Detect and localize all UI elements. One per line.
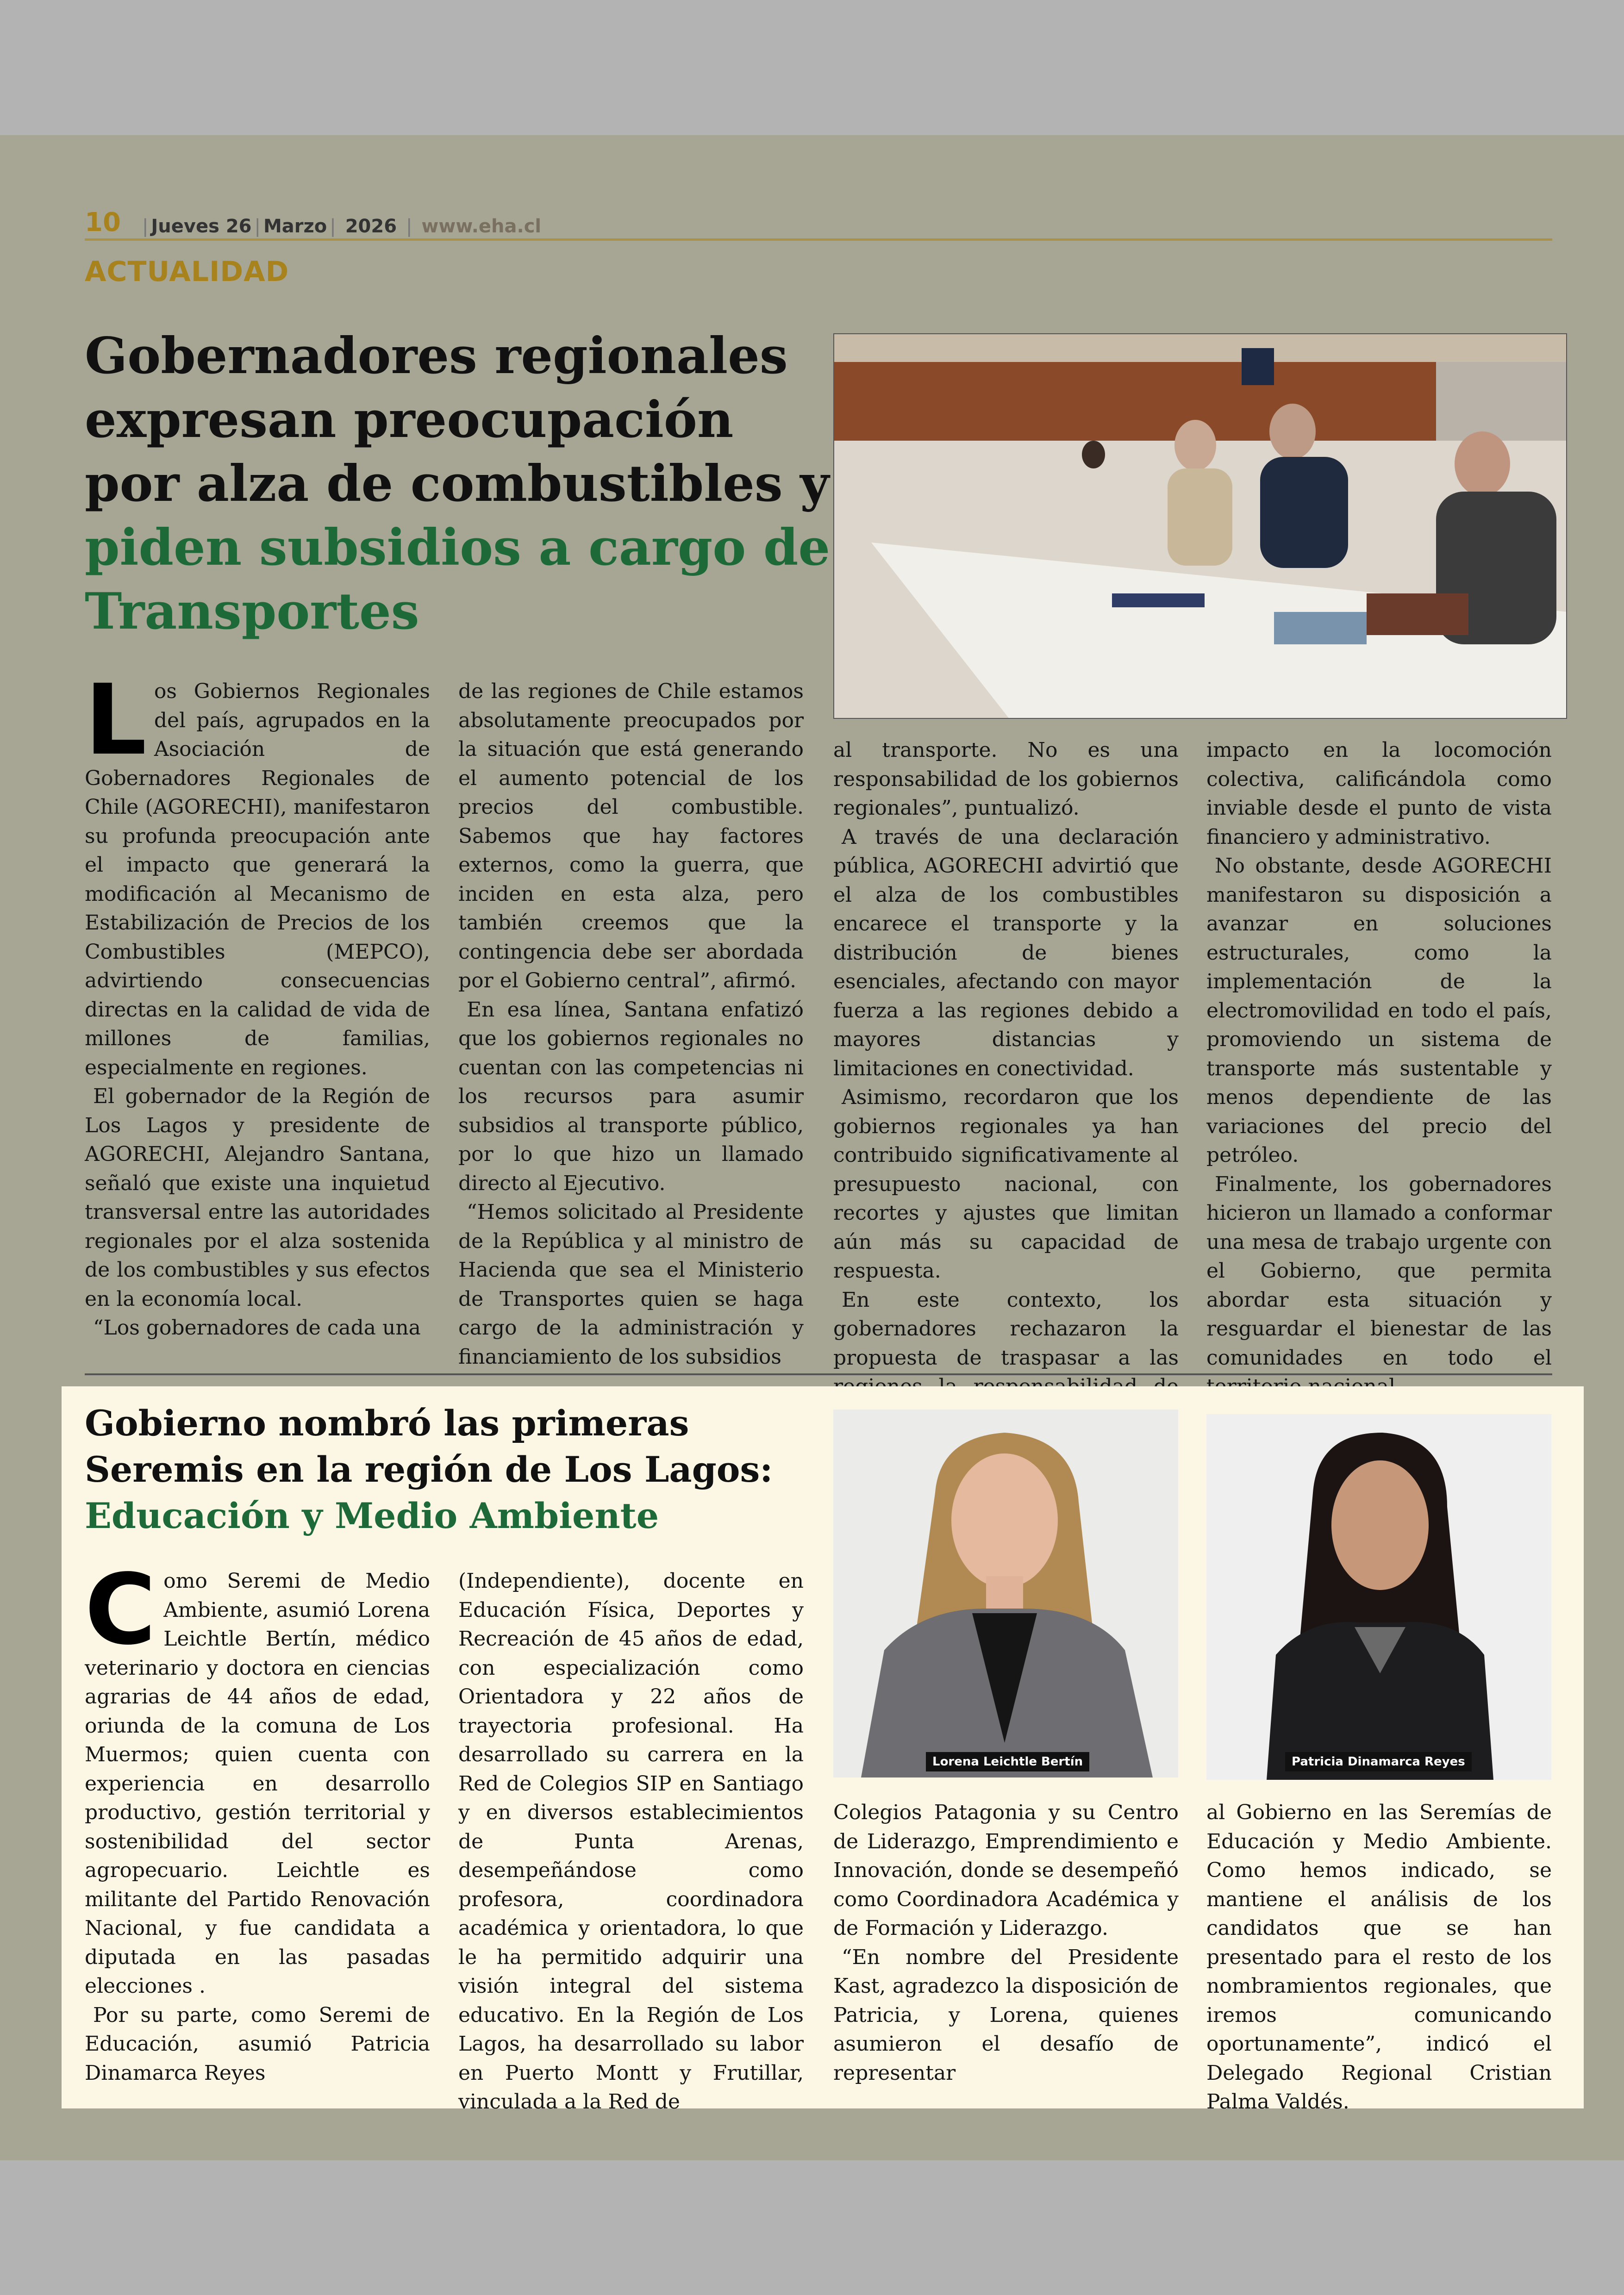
photo2-caption: Patricia Dinamarca Reyes <box>1285 1752 1472 1771</box>
article1-col3-p2: A través de una declaración pública, AGORECHI advirtió que el alza de los combustibles encarece el transporte y la distribución de bienes esenciales, afectando con mayor fuerza a las regiones debido a mayores distancias y limitaciones en conectividad. <box>833 825 1179 1080</box>
header-day: Jueves 26 <box>151 216 252 237</box>
article1-col4-p1: impacto en la locomoción colectiva, calificándola como inviable desde el punto de vista financiero y administrativo. <box>1206 738 1552 849</box>
article2-col1-p2: Por su parte, como Seremi de Educación, asumió Patricia Dinamarca Reyes <box>85 2003 430 2085</box>
article2-col3-p1: Colegios Patagonia y su Centro de Liderazgo, Emprendimiento e Innovación, donde se desempeñó como Coordinadora Académica y de Formación y Liderazgo. <box>833 1801 1179 1940</box>
article2-headline-black: Gobierno nombró las primeras Seremis en la región de Los Lagos: <box>85 1403 773 1490</box>
meeting-photo-icon <box>834 334 1567 719</box>
article1-headline-green: piden subsidios a cargo de Transportes <box>85 518 831 641</box>
article1-col3-p3: Asimismo, recordaron que los gobiernos regionales ya han contribuido significativamente al presupuesto nacional, con recortes y ajustes que limitan aún más su capacidad de respuesta. <box>833 1085 1179 1283</box>
meeting-photo <box>833 333 1567 719</box>
header-month: Marzo <box>263 216 327 237</box>
date-line: | Jueves 26 | Marzo | 2026 | www.eha.cl <box>142 216 542 237</box>
article2-column-3 <box>833 1798 1179 2088</box>
article1-column-1 <box>85 663 430 1343</box>
woman-portrait-2-icon <box>1206 1414 1551 1780</box>
article2-column-2 <box>458 1567 804 2117</box>
article1-col2-p1: de las regiones de Chile estamos absolutamente preocupados por la situación que está generando el aumento potencial de los precios del combustible. Sabemos que hay factores externos, como la guerra, que inciden en esta alza, pero también creemos que la contingencia debe ser abordada por el Gobierno central”, afirmó. <box>458 680 804 992</box>
article2-headline-green: Educación y Medio Ambiente <box>85 1495 659 1536</box>
article2-drop-cap: C <box>85 1553 156 1666</box>
section-label: ACTUALIDAD <box>85 256 289 288</box>
article1-column-2 <box>458 677 804 1372</box>
woman-portrait-icon <box>833 1409 1178 1777</box>
article1-drop-cap: L <box>85 663 147 777</box>
article1-col4-p2: No obstante, desde AGORECHI manifestaron su disposición a avanzar en soluciones estructurales, como la implementación de la electromovilidad en todo el país, promoviendo un sistema de transporte más sustentable y menos dependiente de las variaciones del precio del petróleo. <box>1206 854 1552 1167</box>
header-year: 2026 <box>345 216 397 237</box>
article1-col3-p1: al transporte. No es una responsabilidad de los gobiernos regionales”, puntualizó. <box>833 738 1179 820</box>
article2-column-4 <box>1206 1798 1552 2117</box>
article1-headline-black: Gobernadores regionales expresan preocupación por alza de combustibles y <box>85 327 830 513</box>
article2-col4-p1: al Gobierno en las Seremías de Educación y Medio Ambiente. Como hemos indicado, se mantiene el análisis de los candidatos que se han presentado para el resto de los nombramientos regionales, que iremos comunicando oportunamente”, indicó el Delegado Regional Cristian Palma Valdés. <box>1206 1801 1552 2114</box>
page-header <box>85 209 1552 241</box>
portrait-photo-2 <box>1206 1414 1551 1780</box>
article2-column-1 <box>85 1553 430 2088</box>
article1-col2-p2: En esa línea, Santana enfatizó que los gobiernos regionales no cuentan con las competencias ni los recursos para asumir subsidios al transporte público, por lo que hizo un llamado directo al Ejecutivo. <box>458 998 804 1195</box>
article1-col1-p1: os Gobiernos Regionales del país, agrupados en la Asociación de Gobernadores Regionales de Chile (AGORECHI), manifestaron su profunda preocupación ante el impacto que generará la modificación al Mecanismo de Estabilización de Precios de los Combustibles (MEPCO), advirtiendo consecuencias directas en la calidad de vida de millones de familias, especialmente en regiones. <box>85 680 430 1079</box>
article1-column-4 <box>1206 736 1552 1402</box>
article2-headline <box>85 1400 825 1539</box>
article1-headline <box>85 324 835 643</box>
article2-col3-p2: “En nombre del Presidente Kast, agradezco la disposición de Patricia, y Lorena, quienes asumieron el desafío de representar <box>833 1945 1179 2085</box>
article1-col1-p3: “Los gobernadores de cada una <box>93 1316 421 1340</box>
article1-col1-p2: El gobernador de la Región de Los Lagos y presidente de AGORECHI, Alejandro Santana, señaló que existe una inquietud transversal entre las autoridades regionales por el alza sostenida de los combustibles y sus efectos en la economía local. <box>85 1085 430 1311</box>
photo1-caption: Lorena Leichtle Bertín <box>926 1752 1089 1771</box>
article2-col1-p1: omo Seremi de Medio Ambiente, asumió Lorena Leichtle Bertín, médico veterinario y doctora en ciencias agrarias de 44 años de edad, oriunda de la comuna de Los Muermos; quien cuenta con experiencia en desarrollo productivo, gestión territorial y sostenibilidad del sector agropecuario. Leichtle es militante del Partido Renovación Nacional, y fue candidata a diputada en las pasadas elecciones . <box>85 1569 430 1998</box>
article1-column-3 <box>833 736 1179 1430</box>
portrait-photo-1 <box>833 1409 1178 1777</box>
article1-col4-p3: Finalmente, los gobernadores hicieron un llamado a conformar una mesa de trabajo urgente con el Gobierno, que permita abordar esta situación y resguardar el bienestar de las comunidades en todo el <box>1206 1172 1552 1370</box>
article1-col3-p4: En este contexto, los gobernadores rechazaron la propuesta de traspasar a las <box>833 1288 1179 1370</box>
article1-col2-p3: “Hemos solicitado al Presidente de la República y al ministro de Hacienda que sea el Ministerio de Transportes quien se haga cargo de la administración y financiamiento de los subsidios <box>458 1200 804 1369</box>
page-number: 10 <box>85 207 121 237</box>
section-divider <box>85 1373 1552 1375</box>
article2-col2-p1: (Independiente), docente en Educación Física, Deportes y Recreación de 45 años de edad, con especialización como Orientadora y 22 años de trayectoria profesional. Ha desarrollado su carrera en la Red de Colegios SIP en Santiago y en diversos establecimientos de Punta Arenas, desempeñándose como profesora, coordinadora académica y orientadora, lo que le ha permitido adquirir una visión integral del sistema educativo. En la Región de Los Lagos, ha desarrollado su labor en Puerto Montt y Frutillar, vinculada a la Red de <box>458 1569 804 2114</box>
website-link[interactable]: www.eha.cl <box>421 216 542 237</box>
